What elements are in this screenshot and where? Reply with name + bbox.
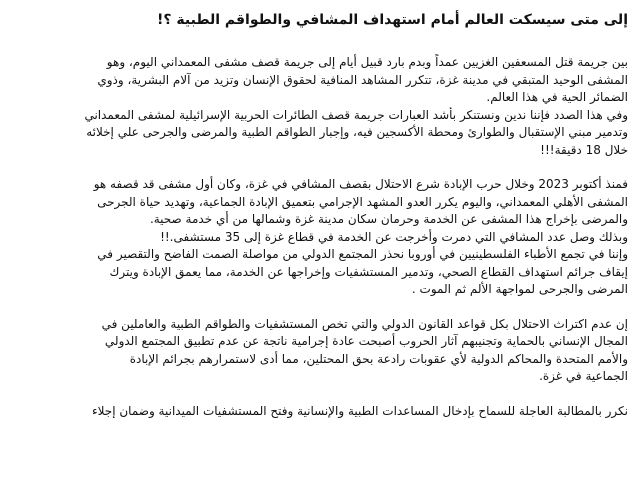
text-line: نكرر بالمطالبة العاجلة للسماح بإدخال المساعدات الطبية والإنسانية وفتح المستشفيات الميدانية وضمان إجلاء	[91, 403, 628, 418]
document-body	[12, 10, 628, 437]
text-line: والأمم المتحدة والمحاكم الدولية لأي عقوبات رادعة بحق المحتلين، مما أدى لاستمرارهم بجرائم الإبادة	[129, 351, 628, 366]
text-line: المشفى الأهلي المعمداني، واليوم يكرر العدو المشهد الإجرامي بتعميق الإبادة الجماعية، وتهديد حياة الجرحى	[97, 194, 628, 209]
text-line: إيقاف جرائم استهداف القطاع الصحي، وتدمير المستشفيات وإخراجها عن الخدمة، مما يعمق الإبادة ويترك	[109, 264, 628, 279]
text-line: وفي هذا الصدد فإننا ندين ونستنكر بأشد العبارات جريمة قصف الطائرات الحربية الإسرائيلية لمشفى المعمداني	[84, 107, 628, 122]
text-line: وتدمير مبني الإستقبال والطوارئ ومحطة الأكسجين فيه، وإجبار الطواقم الطبية والمرضى والجرحى علي إخلائه	[86, 125, 628, 139]
paragraph-4	[12, 403, 628, 421]
text-line: بين جريمة قتل المسعفين الغزيين عمداً وبدم بارد قبيل أيام إلى جريمة قصف مشفى المعمداني اليوم، وهو	[106, 55, 628, 69]
text-line: المجال الإنساني بالحماية وتجنيبهم آثار الحروب أصبحت عادة إجرامية ناتجة عن عدم تطبيق المجتمع الدولي	[104, 334, 628, 348]
text-line: الجماعية في غزة.	[539, 369, 628, 383]
text-line: فمنذ أكتوبر 2023 وخلال حرب الإبادة شرع الاحتلال بقصف المشافي في غزة، وكان أول مشفى قد قصفه هو	[93, 177, 628, 191]
paragraph-3	[12, 316, 628, 386]
text-line: وبذلك وصل عدد المشافي التي دمرت وأخرجت عن الخدمة في قطاع غزة إلى 35 مستشفى.!!	[160, 229, 628, 244]
text-line: الضمائر الحية في هذا العالم.	[486, 90, 628, 104]
paragraph-1	[12, 54, 628, 159]
text-line: خلال 18 دقيقة!!!	[540, 142, 628, 157]
text-line: والمرضى بإخراج هذا المشفى عن الخدمة وحرمان سكان مدينة غزة وشمالها من أي خدمة صحية.	[149, 212, 628, 226]
document-title: إلى متى سيسكت العالم أمام استهداف المشافي والطواقم الطبية ؟!	[157, 12, 628, 28]
text-line: المرضى والجرحى لمواجهة الألم ثم الموت .	[411, 282, 628, 296]
text-line: المشفى الوحيد المتبقي في مدينة غزة، تتكرر المشاهد المنافية لحقوق الإنسان وتزيد من آلام البشرية، وذوي	[97, 72, 628, 87]
paragraph-2	[12, 176, 628, 299]
text-line: وإننا في تجمع الأطباء الفلسطينيين في أوروبا نحذر المجتمع الدولي من مواصلة الصمت الفاضح والتقصير في	[97, 247, 628, 261]
text-line: إن عدم اكتراث الاحتلال بكل قواعد القانون الدولي والتي تخص المستشفيات والطواقم الطبية والعاملين في	[101, 316, 628, 331]
